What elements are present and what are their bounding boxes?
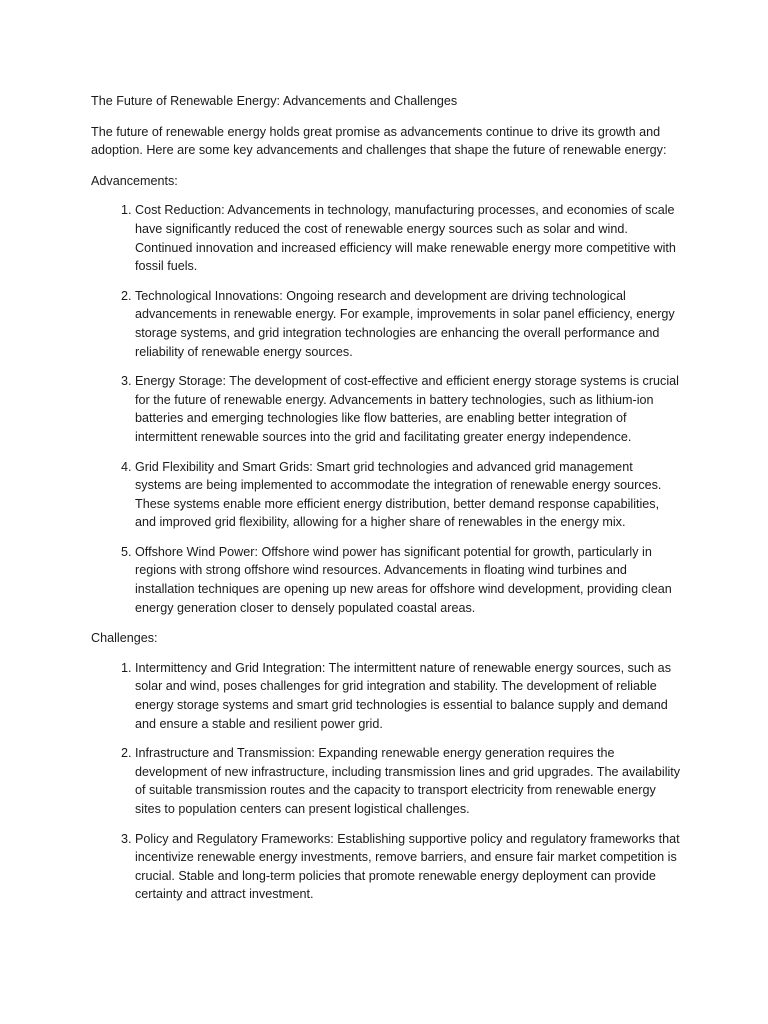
- list-item: 2. Technological Innovations: Ongoing research and development are driving technological advancements in renewable energy. For example, improvements in solar panel efficiency, energy storage systems, and grid integration technologies are enhancing the overall performance and reliability of renewable energy sources.: [135, 287, 681, 361]
- list-item: 1. Intermittency and Grid Integration: The intermittent nature of renewable energy sources, such as solar and wind, poses challenges for grid integration and stability. The development of reliable energy storage systems and smart grid technologies is essential to balance supply and demand and ensure a stable and resilient power grid.: [135, 659, 681, 733]
- list-item: 3. Energy Storage: The development of cost-effective and efficient energy storage systems is crucial for the future of renewable energy. Advancements in battery technologies, such as lithium-ion batteries and emerging technologies like flow batteries, are enabling better integration of intermittent renewable sources into the grid and facilitating greater energy independence.: [135, 372, 681, 446]
- challenges-heading: Challenges:: [91, 631, 158, 646]
- challenges-list: [91, 659, 681, 904]
- list-item: 5. Offshore Wind Power: Offshore wind power has significant potential for growth, particularly in regions with strong offshore wind resources. Advancements in floating wind turbines and installation techniques are opening up new areas for offshore wind development, providing clean energy generation closer to densely populated coastal areas.: [135, 543, 681, 617]
- document-title: The Future of Renewable Energy: Advancements and Challenges: [91, 94, 458, 108]
- list-item: 1. Cost Reduction: Advancements in technology, manufacturing processes, and economies of scale have significantly reduced the cost of renewable energy sources such as solar and wind. Continued innovation and increased efficiency will make renewable energy more competitive with fossil fuels.: [135, 201, 681, 275]
- intro-paragraph: The future of renewable energy holds great promise as advancements continue to drive its growth and adoption. Here are some key advancements and challenges that shape the future of renewable energy:: [91, 124, 667, 158]
- list-item: 2. Infrastructure and Transmission: Expanding renewable energy generation requires the development of new infrastructure, including transmission lines and grid upgrades. The availability of suitable transmission routes and the capacity to transport electricity from renewable energy sites to population centers can present logistical challenges.: [135, 744, 681, 818]
- advancements-list: [91, 201, 681, 617]
- advancements-heading: Advancements:: [91, 173, 178, 188]
- list-item: 3. Policy and Regulatory Frameworks: Establishing supportive policy and regulatory frameworks that incentivize renewable energy investments, remove barriers, and ensure fair market competition is crucial. Stable and long-term policies that promote renewable energy deployment can provide certainty and attract investment.: [135, 830, 681, 904]
- list-item: 4. Grid Flexibility and Smart Grids: Smart grid technologies and advanced grid management systems are being implemented to accommodate the integration of renewable energy sources. These systems enable more efficient energy distribution, better demand response capabilities, and improved grid flexibility, allowing for a higher share of renewables in the energy mix.: [135, 458, 681, 532]
- document-page: [91, 92, 681, 916]
